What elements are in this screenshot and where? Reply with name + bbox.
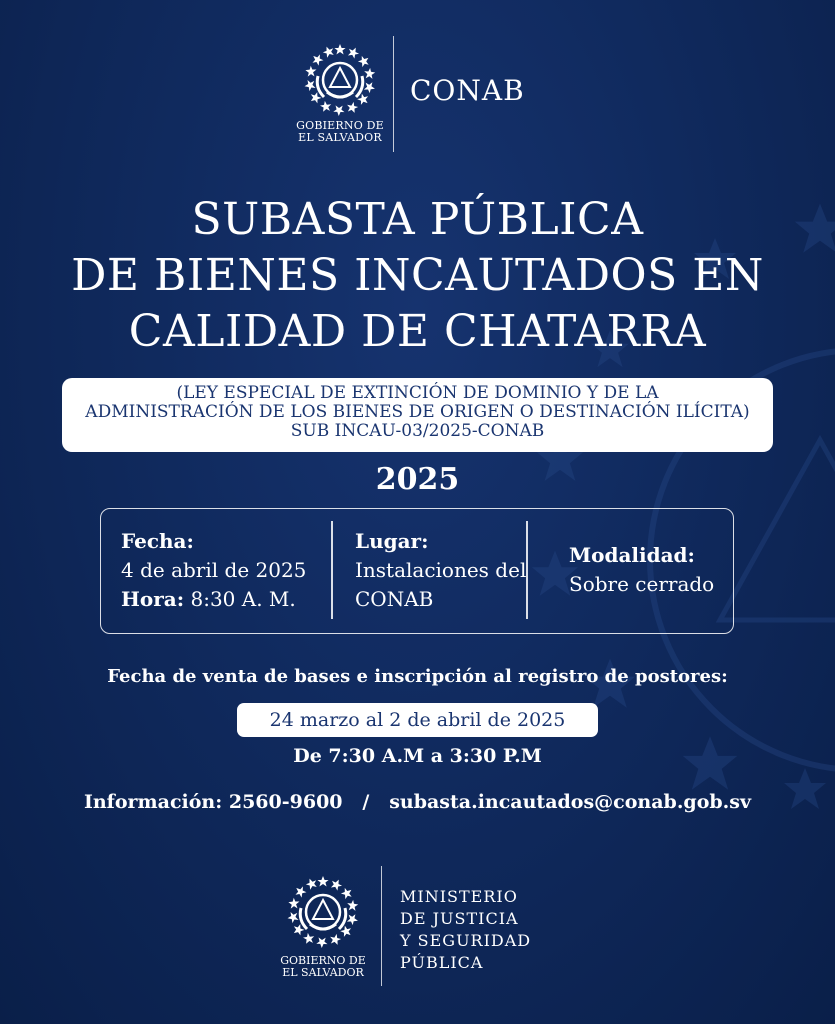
hora-value: 8:30 A. M. xyxy=(190,587,296,611)
contact-separator: / xyxy=(362,791,370,813)
contact-email[interactable]: subasta.incautados@conab.gob.sv xyxy=(389,791,752,813)
lugar-value-line-1: Instalaciones del xyxy=(355,558,527,582)
fecha-label: Fecha: xyxy=(121,529,194,553)
modalidad-column xyxy=(569,541,714,599)
fecha-column xyxy=(121,527,306,614)
el-salvador-seal-icon xyxy=(283,872,363,952)
legal-line-3: SUB INCAU-03/2025-CONAB xyxy=(290,421,545,441)
government-line-1: GOBIERNO DE xyxy=(296,119,384,132)
title-line-2: DE BIENES INCAUTADOS EN xyxy=(71,250,764,301)
contact-line xyxy=(0,791,835,813)
legal-line-1: (LEY ESPECIAL DE EXTINCIÓN DE DOMINIO Y DE LA xyxy=(176,383,659,403)
ministry-line-2: DE JUSTICIA xyxy=(400,909,519,928)
ministry-line-1: MINISTERIO xyxy=(400,887,518,906)
hora-label: Hora: xyxy=(121,587,185,611)
title-line-3: CALIDAD DE CHATARRA xyxy=(128,306,707,357)
lugar-label: Lugar: xyxy=(355,529,429,553)
ministry-line-3: Y SEGURIDAD xyxy=(400,931,532,950)
year: 2025 xyxy=(375,462,460,497)
footer-divider xyxy=(381,866,382,986)
title-line-1: SUBASTA PÚBLICA xyxy=(191,194,644,245)
el-salvador-seal-icon xyxy=(300,40,380,120)
bases-date-range: 24 marzo al 2 de abril de 2025 xyxy=(237,703,598,737)
footer-government-line-2: EL SALVADOR xyxy=(282,966,364,979)
ministry-line-4: PÚBLICA xyxy=(400,953,484,972)
government-label xyxy=(285,120,395,144)
agency-name: CONAB xyxy=(410,74,525,107)
modalidad-value: Sobre cerrado xyxy=(569,572,715,596)
footer-government-label xyxy=(268,955,378,979)
legal-reference-box xyxy=(62,378,773,452)
fecha-value: 4 de abril de 2025 xyxy=(121,558,307,582)
contact-label: Información: xyxy=(83,791,223,813)
contact-phone[interactable]: 2560-9600 xyxy=(228,791,343,813)
government-line-2: EL SALVADOR xyxy=(298,131,382,144)
details-divider-1 xyxy=(331,521,333,619)
legal-line-2: ADMINISTRACIÓN DE LOS BIENES DE ORIGEN O DESTINACIÓN ILÍCITA) xyxy=(85,402,750,422)
lugar-value-line-2: CONAB xyxy=(355,587,434,611)
bases-hours: De 7:30 A.M a 3:30 P.M xyxy=(293,745,542,767)
footer-government-line-1: GOBIERNO DE xyxy=(280,954,366,967)
ministry-name xyxy=(400,886,531,974)
header-divider xyxy=(393,36,394,152)
lugar-column xyxy=(355,527,526,614)
bases-title: Fecha de venta de bases e inscripción al registro de postores: xyxy=(107,666,728,687)
modalidad-label: Modalidad: xyxy=(569,543,695,567)
page-title xyxy=(0,192,835,360)
